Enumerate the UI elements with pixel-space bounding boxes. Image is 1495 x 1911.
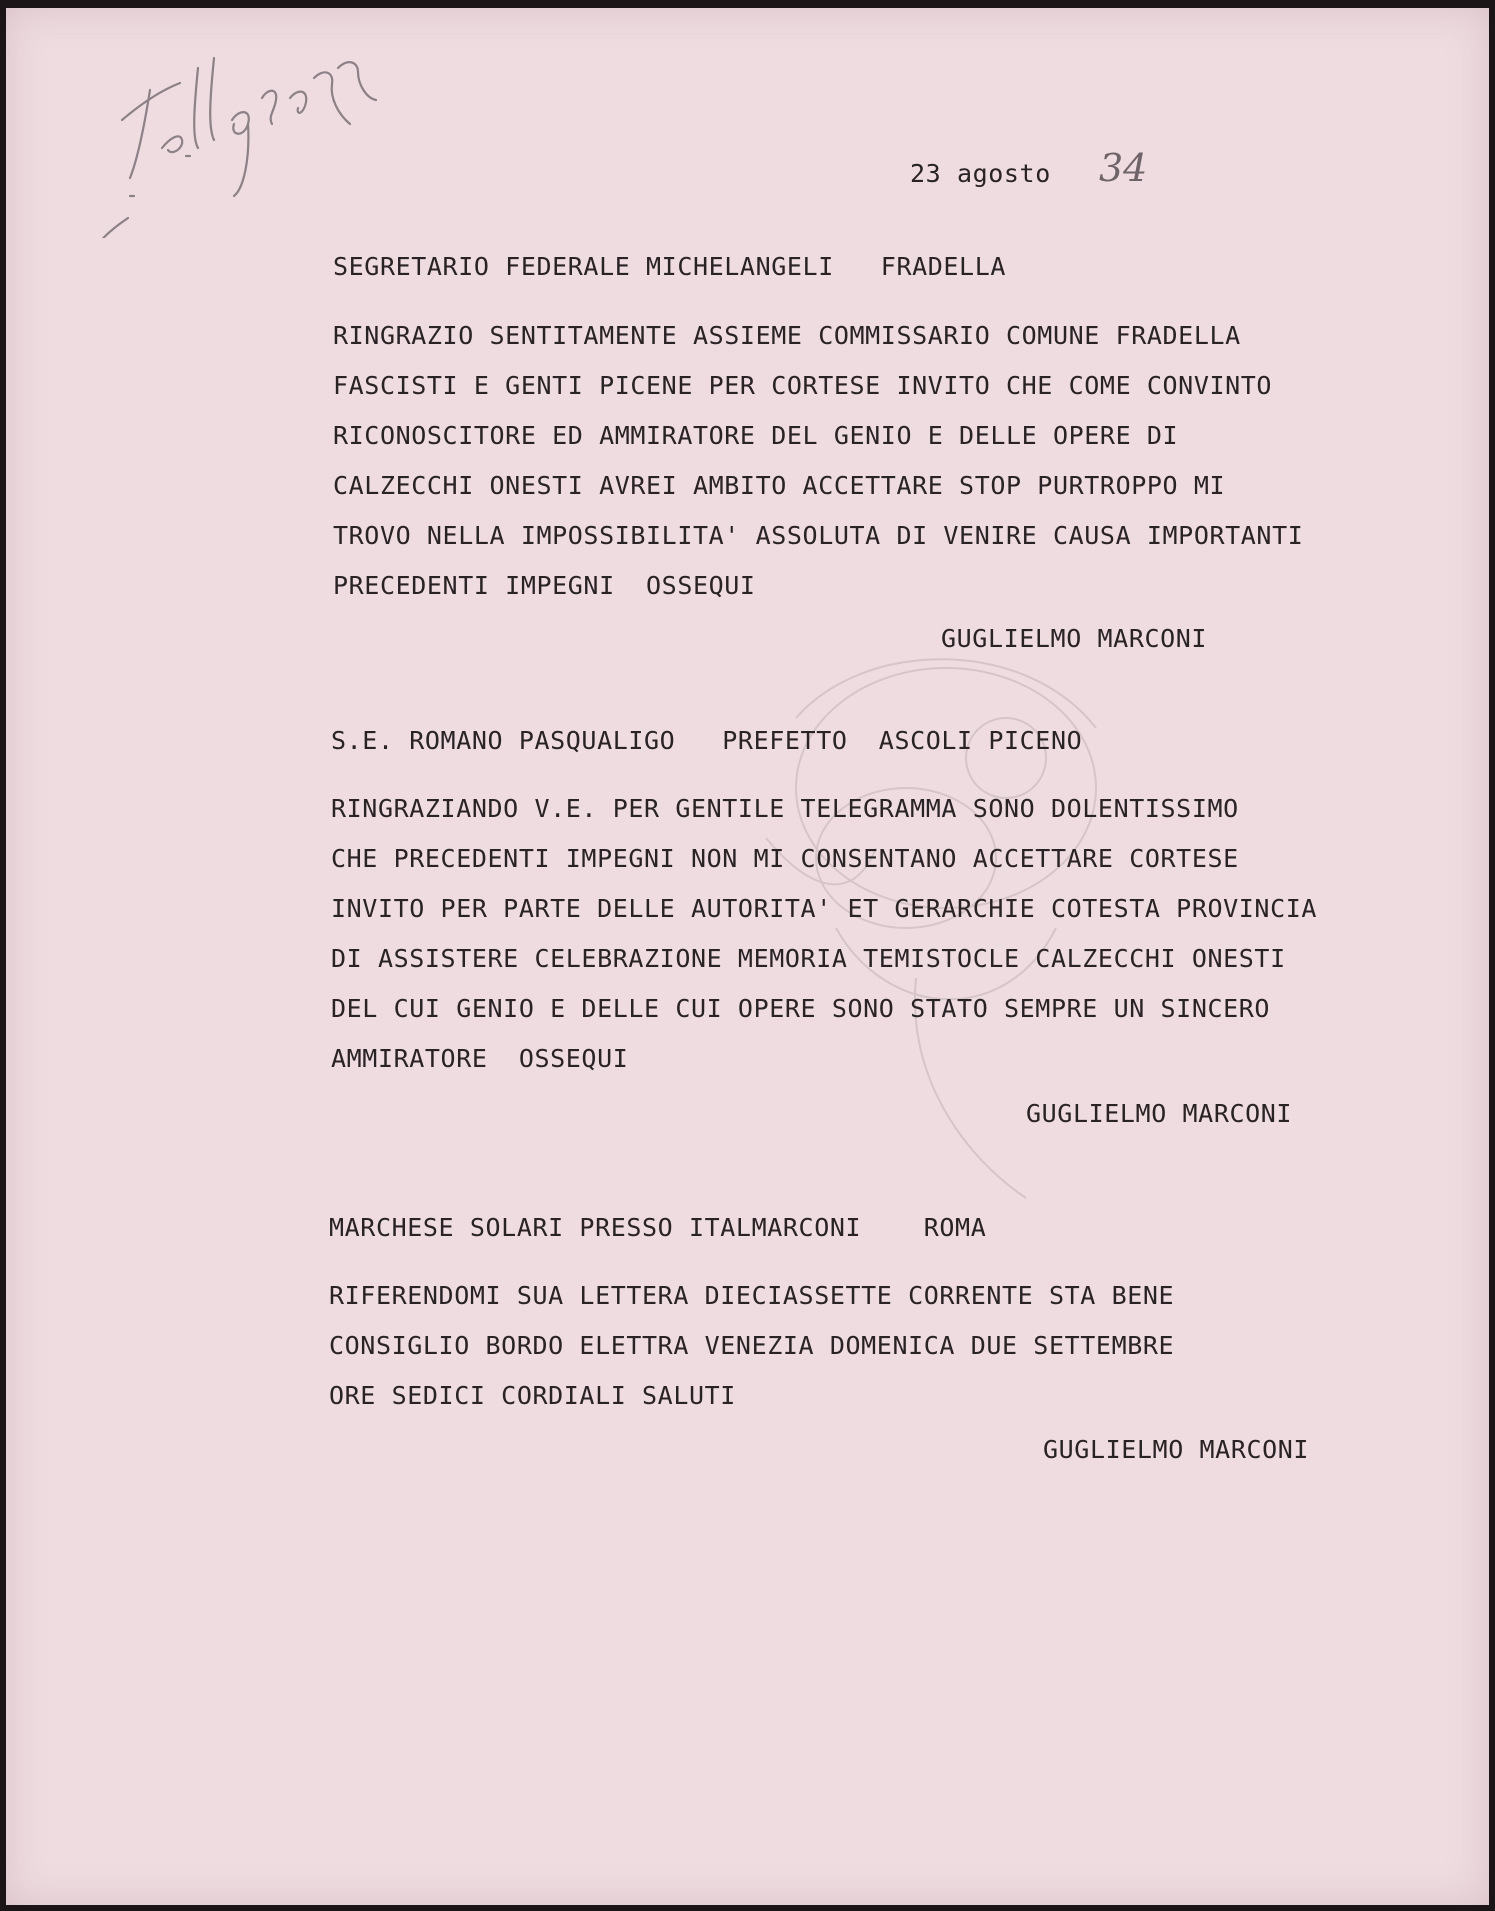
typed-date: 23 agosto: [910, 159, 1051, 188]
telegram-1-line: PRECEDENTI IMPEGNI OSSEQUI: [333, 571, 756, 600]
pencil-handwritten-note: [102, 28, 402, 238]
telegram-3-signature: GUGLIELMO MARCONI: [1043, 1435, 1310, 1464]
telegram-3-line: CONSIGLIO BORDO ELETTRA VENEZIA DOMENICA DUE SETTEMBRE: [329, 1331, 1175, 1360]
telegram-1-line: TROVO NELLA IMPOSSIBILITA' ASSOLUTA DI VENIRE CAUSA IMPORTANTI: [333, 521, 1304, 550]
telegram-2-line: CHE PRECEDENTI IMPEGNI NON MI CONSENTANO ACCETTARE CORTESE: [331, 844, 1239, 873]
telegram-2-recipient: S.E. ROMANO PASQUALIGO PREFETTO ASCOLI PICENO: [331, 726, 1083, 755]
telegram-2-line: AMMIRATORE OSSEQUI: [331, 1044, 629, 1073]
telegram-2-line: INVITO PER PARTE DELLE AUTORITA' ET GERARCHIE COTESTA PROVINCIA: [331, 894, 1318, 923]
telegram-3-line: ORE SEDICI CORDIALI SALUTI: [329, 1381, 736, 1410]
telegram-3-line: RIFERENDOMI SUA LETTERA DIECIASSETTE CORRENTE STA BENE: [329, 1281, 1175, 1310]
telegram-1-line: FASCISTI E GENTI PICENE PER CORTESE INVITO CHE COME CONVINTO: [333, 371, 1273, 400]
document-page: [6, 8, 1489, 1905]
telegram-2-line: DEL CUI GENIO E DELLE CUI OPERE SONO STATO SEMPRE UN SINCERO: [331, 994, 1271, 1023]
telegram-1-recipient: SEGRETARIO FEDERALE MICHELANGELI FRADELLA: [333, 252, 1007, 281]
telegram-2-line: RINGRAZIANDO V.E. PER GENTILE TELEGRAMMA SONO DOLENTISSIMO: [331, 794, 1239, 823]
telegram-1-signature: GUGLIELMO MARCONI: [941, 624, 1208, 653]
telegram-3-recipient: MARCHESE SOLARI PRESSO ITALMARCONI ROMA: [329, 1213, 987, 1242]
handwritten-year: 34: [1099, 146, 1148, 190]
telegram-1-line: RICONOSCITORE ED AMMIRATORE DEL GENIO E DELLE OPERE DI: [333, 421, 1179, 450]
telegram-1-line: CALZECCHI ONESTI AVREI AMBITO ACCETTARE STOP PURTROPPO MI: [333, 471, 1226, 500]
telegram-2-line: DI ASSISTERE CELEBRAZIONE MEMORIA TEMISTOCLE CALZECCHI ONESTI: [331, 944, 1286, 973]
telegram-2-signature: GUGLIELMO MARCONI: [1026, 1099, 1293, 1128]
telegram-1-line: RINGRAZIO SENTITAMENTE ASSIEME COMMISSARIO COMUNE FRADELLA: [333, 321, 1241, 350]
